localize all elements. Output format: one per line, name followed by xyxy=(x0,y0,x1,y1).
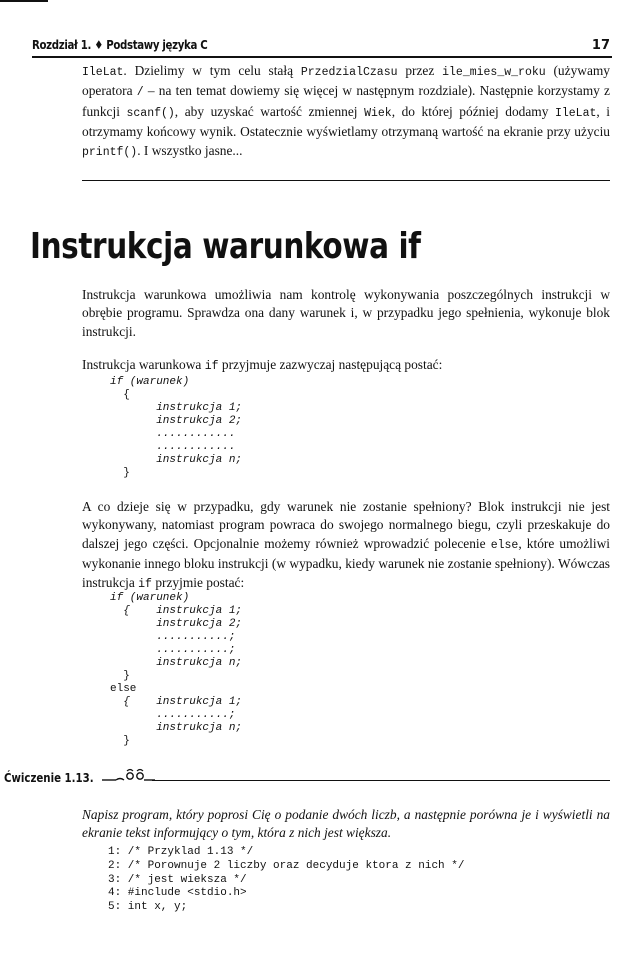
code-line: ............ xyxy=(110,441,236,453)
running-header xyxy=(32,38,612,54)
code-line: } xyxy=(110,670,130,682)
program-listing xyxy=(108,846,464,915)
code-line: instrukcja n; xyxy=(110,454,243,466)
code-line: 2: /* Porownuje 2 liczby oraz decyduje ktora z nich */ xyxy=(108,859,465,872)
code-block-if xyxy=(110,376,242,480)
exercise-label: Ćwiczenie 1.13. xyxy=(4,771,94,785)
section-paragraph-2: Instrukcja warunkowa if przyjmuje zazwyczaj następującą postać: xyxy=(82,357,443,373)
code-line: if (warunek) xyxy=(110,592,190,604)
section-heading: Instrukcja warunkowa if xyxy=(30,226,421,267)
section-paragraph-1: Instrukcja warunkowa umożliwia nam kontrolę wykonywania poszczególnych instrukcji w obrębie programu. Sprawdza ona dany warunek i, w przypadku jego spełnienia, wykonuje blok instrukcji. xyxy=(82,287,610,339)
code-line: { instrukcja 1; xyxy=(110,696,243,708)
code-line: ...........; xyxy=(110,631,236,643)
code-line: 1: /* Przyklad 1.13 */ xyxy=(108,846,254,858)
code-line: else xyxy=(110,683,137,695)
exercise-rule xyxy=(152,780,610,781)
header-rule xyxy=(32,56,612,58)
exercise-difficulty-icon xyxy=(100,766,156,786)
code-line: instrukcja n; xyxy=(110,657,243,669)
code-line: instrukcja n; xyxy=(110,722,243,734)
section-separator xyxy=(82,180,610,181)
code-block-if-else xyxy=(110,592,242,748)
code-line: { instrukcja 1; xyxy=(110,605,243,617)
code-line: 4: #include <stdio.h> xyxy=(108,887,247,900)
code-line: instrukcja 1; xyxy=(110,402,243,414)
code-line: 5: int x, y; xyxy=(108,901,188,914)
code-line: instrukcja 2; xyxy=(110,618,243,630)
code-line: { xyxy=(110,389,130,401)
top-margin-mark xyxy=(0,0,48,2)
chapter-title: Rozdział 1. ♦ Podstawy języka C xyxy=(32,38,208,52)
exercise-task: Napisz program, który poprosi Cię o podanie dwóch liczb, a następnie porówna je i wyświetli na ekranie tekst informujący o tym, która z nich jest większa. xyxy=(82,807,610,841)
code-line: } xyxy=(110,735,130,747)
code-line: ...........; xyxy=(110,709,236,721)
code-line: ............ xyxy=(110,428,236,440)
section-paragraph-3: A co dzieje się w przypadku, gdy warunek nie zostanie spełniony? Blok instrukcji nie jest wykonywany, natomiast program powraca do swojego normalnego biegu, czyli przeskakuje do dalszej jego części. Opcjonalnie możemy również wprowadzić polecenie else, które umożliwi wykonanie innego bloku instrukcji (w wypadku, kiedy warunek nie zostanie spełniony). Wówczas instrukcja if przyjmie postać: xyxy=(82,499,611,591)
code-line: if (warunek) xyxy=(110,376,190,388)
code-line: instrukcja 2; xyxy=(110,415,243,427)
page-number: 17 xyxy=(591,38,610,53)
code-line: ...........; xyxy=(110,644,236,656)
code-line: } xyxy=(110,467,130,479)
code-line: 3: /* jest wieksza */ xyxy=(108,873,247,886)
intro-paragraph: IleLat. Dzielimy w tym celu stałą PrzedzialCzasu przez ile_mies_w_roku (używamy operatora / – na ten temat dowiemy się więcej w następnym rozdziale). Następnie korzystamy z funkcji scanf(), aby uzyskać wartość zmiennej Wiek, do której później dodamy IleLat, i otrzymamy końcowy wynik. Ostatecznie wyświetlamy otrzymaną wartość na ekranie przy użyciu printf(). I wszystko jasne... xyxy=(82,63,611,159)
